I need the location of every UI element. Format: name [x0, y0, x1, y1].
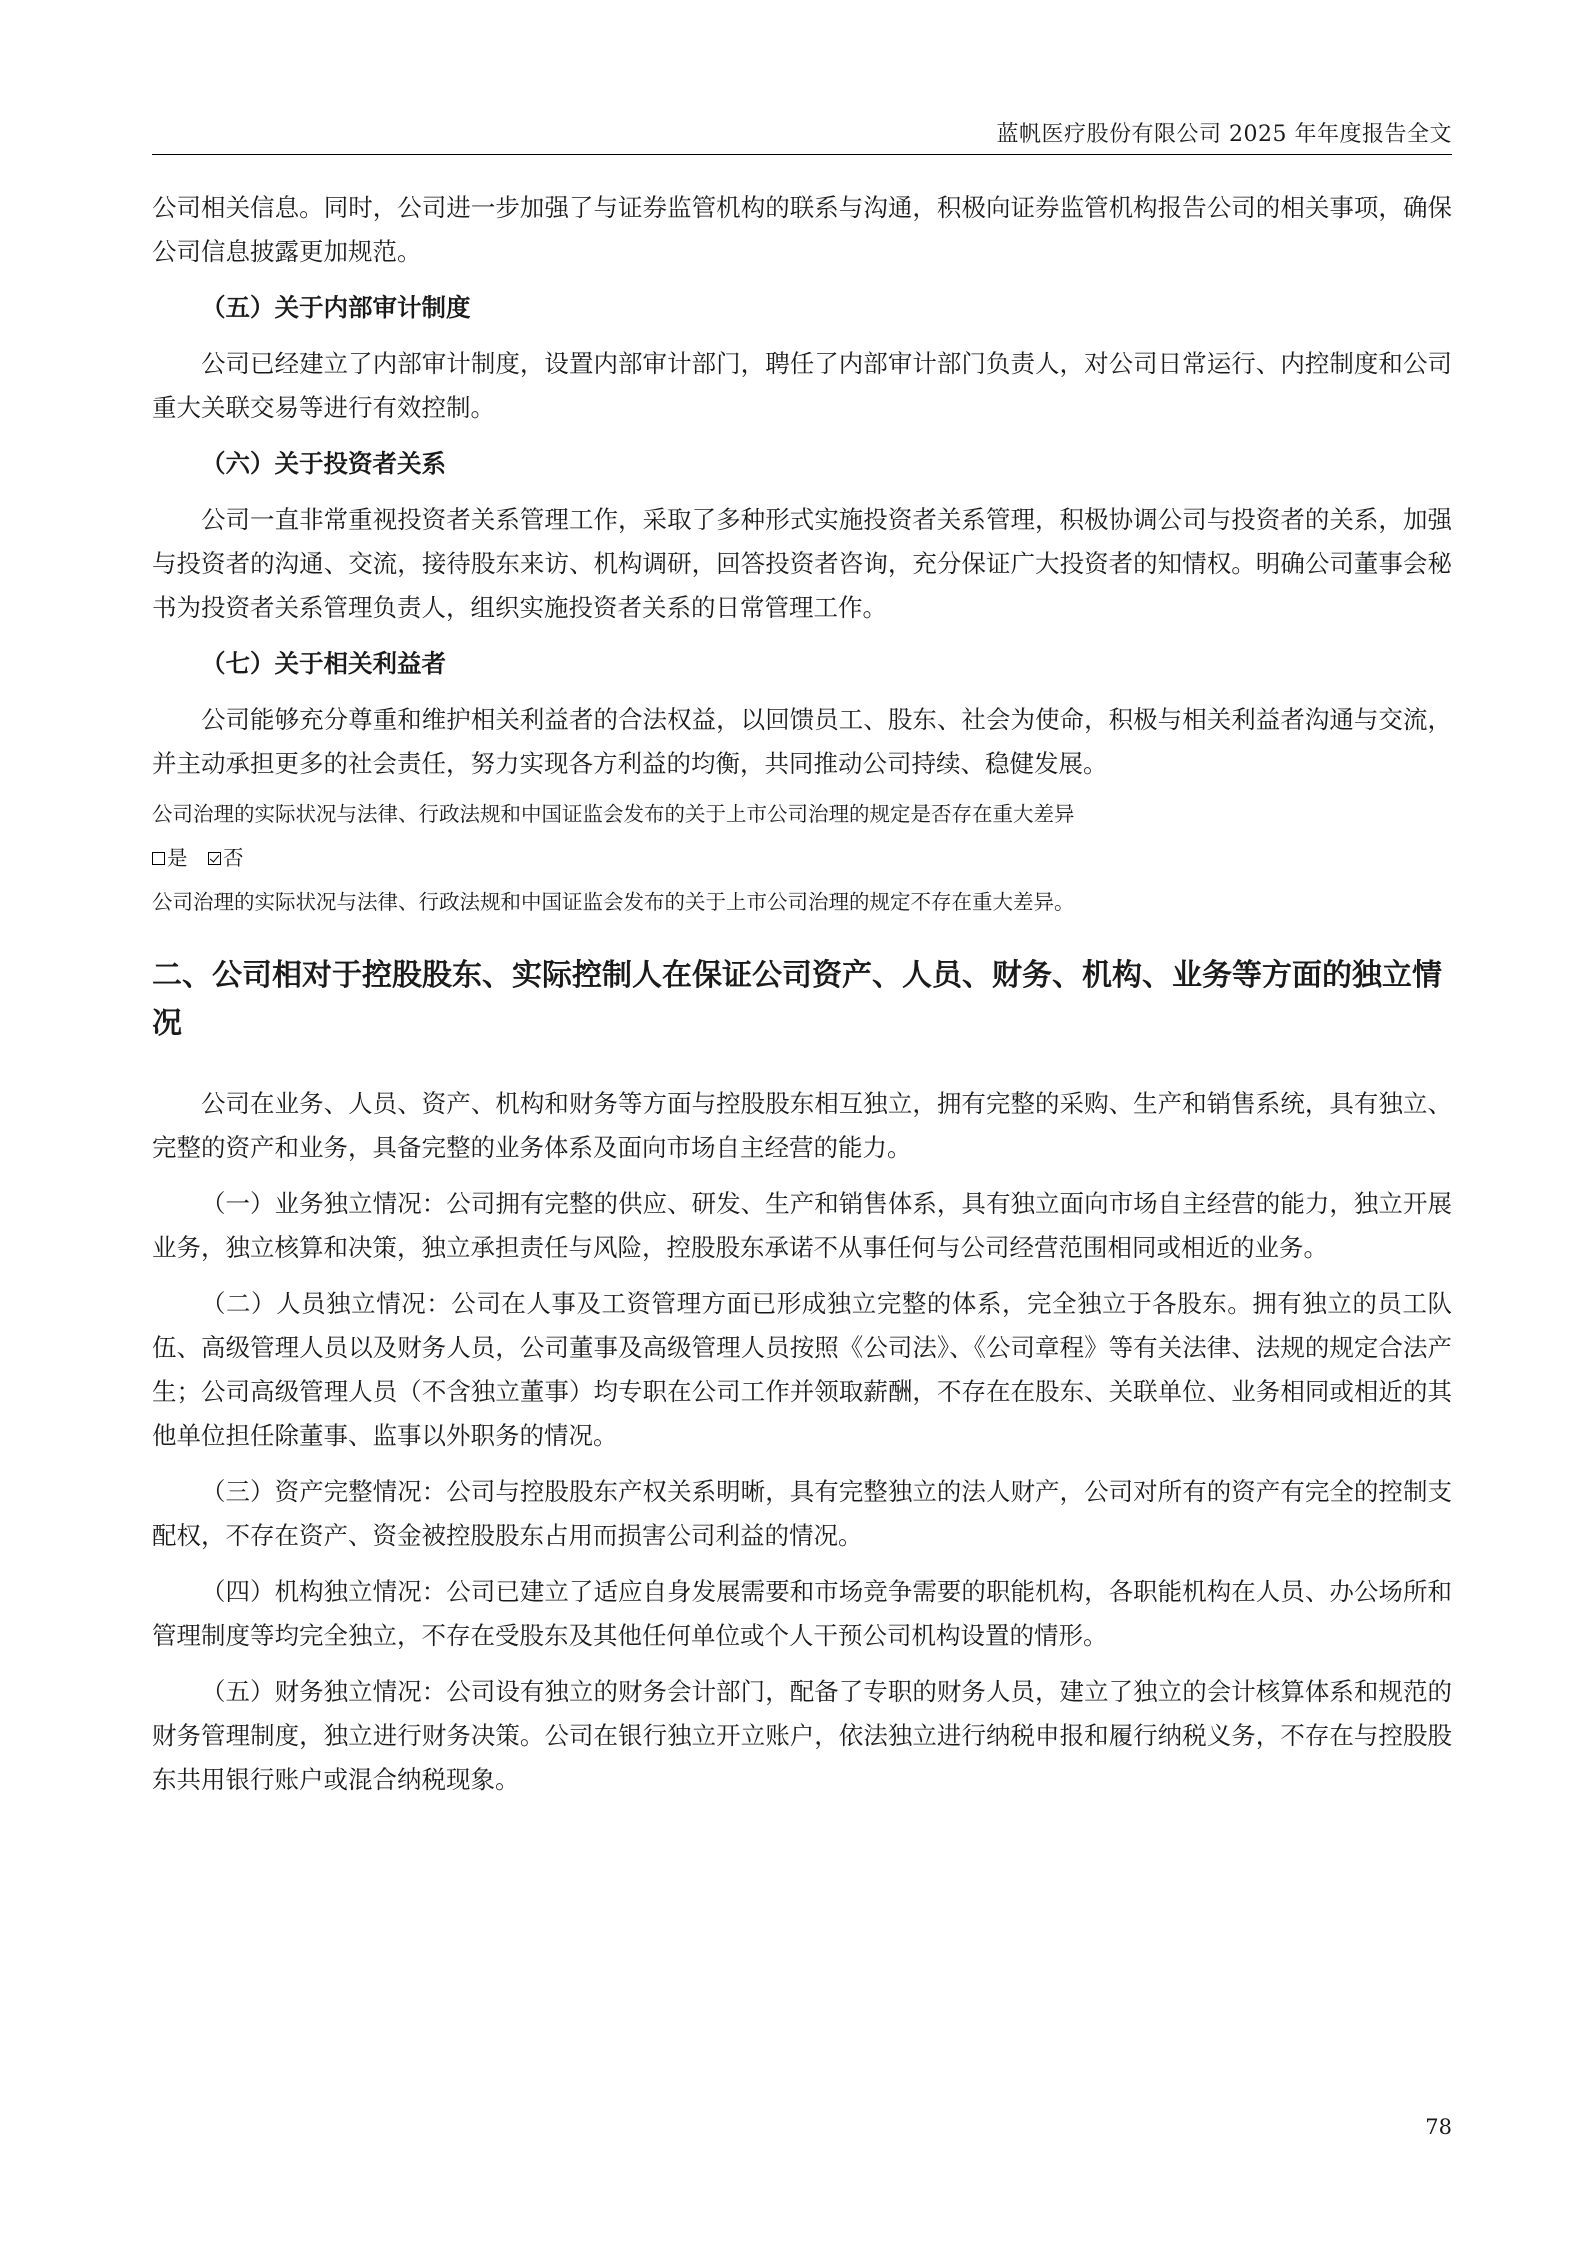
governance-difference-answer: 公司治理的实际状况与法律、行政法规和中国证监会发布的关于上市公司治理的规定不存在重大差异。	[152, 890, 1075, 914]
paragraph-disclosure-continued: 公司相关信息。同时，公司进一步加强了与证券监管机构的联系与沟通，积极向证券监管机构报告公司的相关事项，确保公司信息披露更加规范。	[152, 193, 1452, 266]
page-header	[152, 108, 1452, 155]
subheading-investor-relations: （六）关于投资者关系	[201, 449, 446, 478]
paragraph-business-independence: （一）业务独立情况：公司拥有完整的供应、研发、生产和销售体系，具有独立面向市场自主经营的能力，独立开展业务，独立核算和决策，独立承担责任与风险，控股股东承诺不从事任何与公司经营范围相同或相近的业务。	[152, 1189, 1452, 1262]
page-number: 78	[1425, 2115, 1452, 2139]
option-no	[208, 846, 244, 870]
page-content	[152, 186, 1452, 1814]
subheading-internal-audit: （五）关于内部审计制度	[201, 293, 471, 322]
paragraph-asset-integrity: （三）资产完整情况：公司与控股股东产权关系明晰，具有完整独立的法人财产，公司对所有的资产有完全的控制支配权，不存在资产、资金被控股股东占用而损害公司利益的情况。	[152, 1477, 1452, 1550]
checkbox-no-checked-icon	[208, 852, 221, 865]
paragraph-financial-independence: （五）财务独立情况：公司设有独立的财务会计部门，配备了专职的财务人员，建立了独立的会计核算体系和规范的财务管理制度，独立进行财务决策。公司在银行独立开立账户，依法独立进行纳税申报和履行纳税义务，不存在与控股股东共用银行账户或混合纳税现象。	[152, 1677, 1452, 1794]
subheading-stakeholders: （七）关于相关利益者	[201, 649, 446, 678]
yes-no-checkbox-row	[152, 842, 1452, 874]
paragraph-investor-relations: 公司一直非常重视投资者关系管理工作，采取了多种形式实施投资者关系管理，积极协调公司与投资者的关系，加强与投资者的沟通、交流，接待股东来访、机构调研，回答投资者咨询，充分保证广大投资者的知情权。明确公司董事会秘书为投资者关系管理负责人，组织实施投资者关系的日常管理工作。	[152, 505, 1452, 622]
paragraph-institution-independence: （四）机构独立情况：公司已建立了适应自身发展需要和市场竞争需要的职能机构，各职能机构在人员、办公场所和管理制度等均完全独立，不存在受股东及其他任何单位或个人干预公司机构设置的情形。	[152, 1577, 1452, 1650]
option-yes	[152, 846, 194, 870]
paragraph-internal-audit: 公司已经建立了内部审计制度，设置内部审计部门，聘任了内部审计部门负责人，对公司日常运行、内控制度和公司重大关联交易等进行有效控制。	[152, 349, 1452, 422]
paragraph-independence-intro: 公司在业务、人员、资产、机构和财务等方面与控股股东相互独立，拥有完整的采购、生产和销售系统，具有独立、完整的资产和业务，具备完整的业务体系及面向市场自主经营的能力。	[152, 1089, 1452, 1162]
paragraph-personnel-independence: （二）人员独立情况：公司在人事及工资管理方面已形成独立完整的体系，完全独立于各股东。拥有独立的员工队伍、高级管理人员以及财务人员，公司董事及高级管理人员按照《公司法》、《公司章程》等有关法律、法规的规定合法产生；公司高级管理人员（不含独立董事）均专职在公司工作并领取薪酬，不存在在股东、关联单位、业务相同或相近的其他单位担任除董事、监事以外职务的情况。	[152, 1289, 1452, 1450]
option-no-label: 否	[223, 846, 244, 870]
checkbox-yes-icon	[152, 852, 165, 865]
section-heading-independence: 二、公司相对于控股股东、实际控制人在保证公司资产、人员、财务、机构、业务等方面的独立情况	[152, 958, 1442, 1041]
paragraph-stakeholders: 公司能够充分尊重和维护相关利益者的合法权益，以回馈员工、股东、社会为使命，积极与相关利益者沟通与交流，并主动承担更多的社会责任，努力实现各方利益的均衡，共同推动公司持续、稳健发展。	[152, 705, 1452, 778]
governance-difference-question: 公司治理的实际状况与法律、行政法规和中国证监会发布的关于上市公司治理的规定是否存在重大差异	[152, 802, 1075, 826]
report-title: 蓝帆医疗股份有限公司 2025 年年度报告全文	[996, 122, 1452, 147]
option-yes-label: 是	[167, 846, 188, 870]
